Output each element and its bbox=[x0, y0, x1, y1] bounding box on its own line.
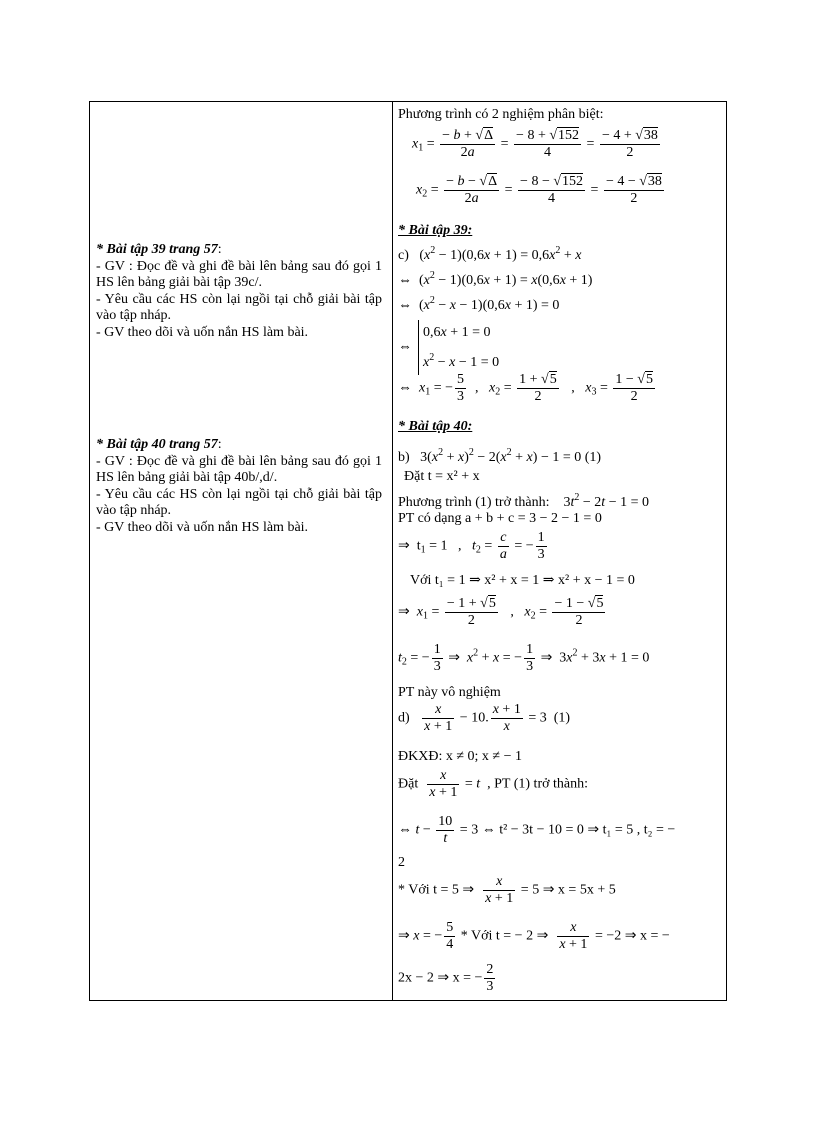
case-t5-root-and-tm2: ⇒ x = − $\frac{5}{4}$ * Với t = − 2 ⇒ $\frac{x}{x + 1}$ = −2 ⇒ x = − bbox=[398, 920, 670, 952]
instruction-line: - GV : Đọc đề và ghi đề bài lên bảng sau đó gọi 1 HS lên bảng giải bài tập 40b/,d/. bbox=[96, 453, 382, 485]
exercise-40-instructions bbox=[96, 437, 382, 536]
instruction-line: - Yêu cầu các HS còn lại ngồi tại chỗ giải bài tập vào tập nháp. bbox=[96, 291, 382, 323]
substitution-t: Đặt t = x² + x bbox=[404, 469, 480, 484]
exercise-39-heading: * Bài tập 39: bbox=[398, 223, 473, 238]
case-t2: $t_2$ = − $\frac{1}{3}$ ⇒ $x^2 + x$ = − $\frac{1}{3}$ ⇒ $3x^2 + 3x + 1 = 0$ bbox=[398, 642, 650, 674]
eq-40b: b) $3(x^2 + x)^2 - 2(x^2 + x) - 1 = 0$ (1) bbox=[398, 447, 602, 465]
eq-39c-step2: ⇔ $(x^2 - x - 1)(0,6x + 1) = 0$ bbox=[398, 295, 560, 313]
root-x2-formula: $x_2$ = $\frac{- b - √\Delta}{2a}$ = $\frac{- 8 - √152}{4}$ = $\frac{- 4 - √38}{2}$ bbox=[416, 174, 662, 206]
eq-39c-system: ⇔0,6x + 1 = 0 $x^2 - x - 1 = 0$ bbox=[398, 320, 499, 375]
instruction-line: - GV theo dõi và uốn nắn HS làm bài. bbox=[96, 519, 309, 535]
instruction-line: - Yêu cầu các HS còn lại ngồi tại chỗ giải bài tập vào tập nháp. bbox=[96, 486, 382, 518]
coefficient-check: PT có dạng a + b + c = 3 − 2 − 1 = 0 bbox=[398, 511, 602, 526]
instruction-line: - GV theo dõi và uốn nắn HS làm bài. bbox=[96, 324, 309, 340]
exercise-39-heading: * Bài tập 39 trang 57: bbox=[96, 242, 222, 257]
eq-in-t: Phương trình (1) trở thành: $3t^2 - 2t - 1 = 0$ bbox=[398, 492, 649, 510]
no-solution-text: PT này vô nghiệm bbox=[398, 685, 501, 700]
eq-39c: c) $(x^2 - 1)(0,6x + 1) = 0,6x^2 + x$ bbox=[398, 245, 582, 263]
case-t1: Với t₁ = 1 ⇒ x² + x = 1 ⇒ x² + x − 1 = 0 bbox=[410, 573, 635, 588]
domain-condition: ĐKXĐ: x ≠ 0; x ≠ − 1 bbox=[398, 749, 522, 764]
exercise-39-instructions bbox=[96, 242, 382, 341]
t-equation: ⇔ t − $\frac{10}{t}$ = 3 ⇔ t² − 3t − 10 = 0 ⇒ t₁ = 5 , t₂ = − bbox=[398, 814, 676, 846]
exercise-40-heading: * Bài tập 40 trang 57: bbox=[96, 437, 222, 452]
eq-39c-roots: ⇔ $x_1$ = − $\frac{5}{3}$ , $x_2$ = $\frac{1 + √5}{2}$ , $x_3$ = $\frac{1 - √5}{2}$ bbox=[398, 372, 653, 404]
eq-40d: d) $\frac{x}{x + 1}$ − 10. $\frac{x + 1}{x}$ = 3 (1) bbox=[398, 702, 571, 734]
intro-text: Phương trình có 2 nghiệm phân biệt: bbox=[398, 107, 604, 122]
case-t1-roots: ⇒ $x_1$ = $\frac{- 1 + √5}{2}$ , $x_2$ = $\frac{- 1 - √5}{2}$ bbox=[398, 596, 604, 628]
column-divider bbox=[392, 102, 393, 1000]
lesson-table bbox=[89, 101, 727, 1001]
case-t5: * Với t = 5 ⇒ $\frac{x}{x + 1}$ = 5 ⇒ x = 5x + 5 bbox=[398, 874, 616, 906]
final-root: 2x − 2 ⇒ x = − $\frac{2}{3}$ bbox=[398, 962, 494, 994]
t2-continuation: 2 bbox=[398, 855, 405, 870]
root-x1-formula: $x_1$ = $\frac{- b + √\Delta}{2a}$ = $\frac{- 8 + √152}{4}$ = $\frac{- 4 + √38}{2}$ bbox=[412, 128, 658, 160]
substitution-40d: Đặt $\frac{x}{x + 1}$ = t , PT (1) trở thành: bbox=[398, 768, 588, 800]
exercise-40-heading: * Bài tập 40: bbox=[398, 419, 473, 434]
t-roots: ⇒ $t_1 = 1$ , $t_2$ = $\frac{c}{a}$ = − $\frac{1}{3}$ bbox=[398, 530, 545, 562]
eq-39c-step1: ⇔ $(x^2 - 1)(0,6x + 1) = x(0,6x + 1)$ bbox=[398, 270, 593, 288]
instruction-line: - GV : Đọc đề và ghi đề bài lên bảng sau đó gọi 1 HS lên bảng giải bài tập 39c/. bbox=[96, 258, 382, 290]
